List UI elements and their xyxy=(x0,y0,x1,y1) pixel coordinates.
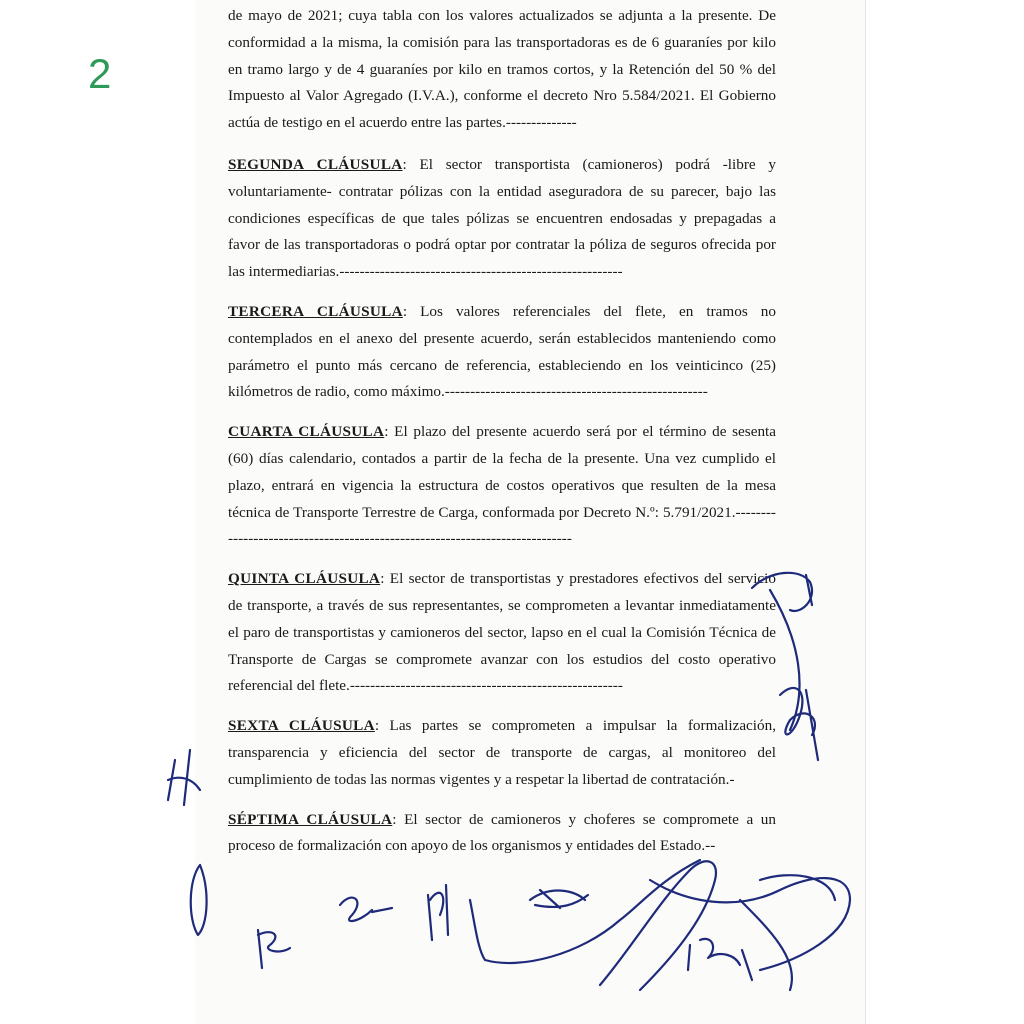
clause-body: : El plazo del presente acuerdo será por el término de sesenta (60) días calendario, contados a partir de la fecha de la presente. Una vez cumplido el plazo, entrará en vigencia la estructura de costos operativos que resulten de la mesa técnica de Transporte Terrestre de Carga, conformada por Decreto N.º: 5.791/2021.---------------------------------------------------------------------------- xyxy=(228,423,777,548)
clause-title: SÉPTIMA CLÁUSULA xyxy=(228,810,393,828)
clause-title: SEGUNDA CLÁUSULA xyxy=(228,155,403,173)
clause-tercera xyxy=(228,299,776,406)
clause-cuarta xyxy=(228,419,776,553)
intro-paragraph: de mayo de 2021; cuya tabla con los valores actualizados se adjunta a la presente. De conformidad a la misma, la comisión para las transportadoras es de 6 guaraníes por kilo en tramo largo y de 4 guaraníes por kilo en tramos cortos, y la Retención del 50 % del Impuesto al Valor Agregado (I.V.A.), conforme el decreto Nro 5.584/2021. El Gobierno actúa de testigo en el acuerdo entre las partes.-------------- xyxy=(228,7,776,132)
page-number: 2 xyxy=(88,50,112,97)
clause-quinta xyxy=(228,566,776,700)
clause-sexta xyxy=(228,713,776,793)
clause-segunda xyxy=(228,152,776,286)
clause-septima xyxy=(228,807,776,861)
clause-body: : Las partes se comprometen a impulsar la formalización, transparencia y eficiencia del sector de transporte de cargas, al monitoreo del cumplimiento de todas las normas vigentes y a respetar la libertad de contratación.- xyxy=(228,717,777,788)
clause-title: CUARTA CLÁUSULA xyxy=(228,423,385,441)
document-body xyxy=(228,3,776,873)
clause-body: : El sector de camioneros y choferes se compromete a un proceso de formalización con apoyo de los organismos y entidades del Estado.-- xyxy=(228,810,776,855)
clause-body: : El sector de transportistas y prestadores efectivos del servicio de transporte, a través de sus representantes, se comprometen a levantar inmediatamente el paro de transportistas y camioneros del sector, lapso en el cual la Comisión Técnica de Transporte de Cargas se compromete avanzar con los estudios del costo operativo referencial del flete.------------------------------------------------------ xyxy=(228,570,776,695)
clause-title: SEXTA CLÁUSULA xyxy=(228,717,375,735)
clause-body: : El sector transportista (camioneros) podrá -libre y voluntariamente- contratar pólizas con la entidad aseguradora de su parecer, bajo las condiciones específicas de que tales pólizas se encuentren endosadas y prepagadas a favor de las transportadoras o podrá optar por contratar la póliza de seguros ofrecida por las intermediarias.-------------------------------------------------------- xyxy=(228,155,776,281)
clause-title: QUINTA CLÁUSULA xyxy=(228,570,381,588)
clause-body: : Los valores referenciales del flete, en tramos no contemplados en el anexo del presente acuerdo, serán establecidos manteniendo como parámetro el punto más cercano de referencia, estableciendo en los veinticinco (25) kilómetros de radio, como máximo.---------------------------------------------------- xyxy=(228,302,776,401)
clause-title: TERCERA CLÁUSULA xyxy=(228,302,403,320)
